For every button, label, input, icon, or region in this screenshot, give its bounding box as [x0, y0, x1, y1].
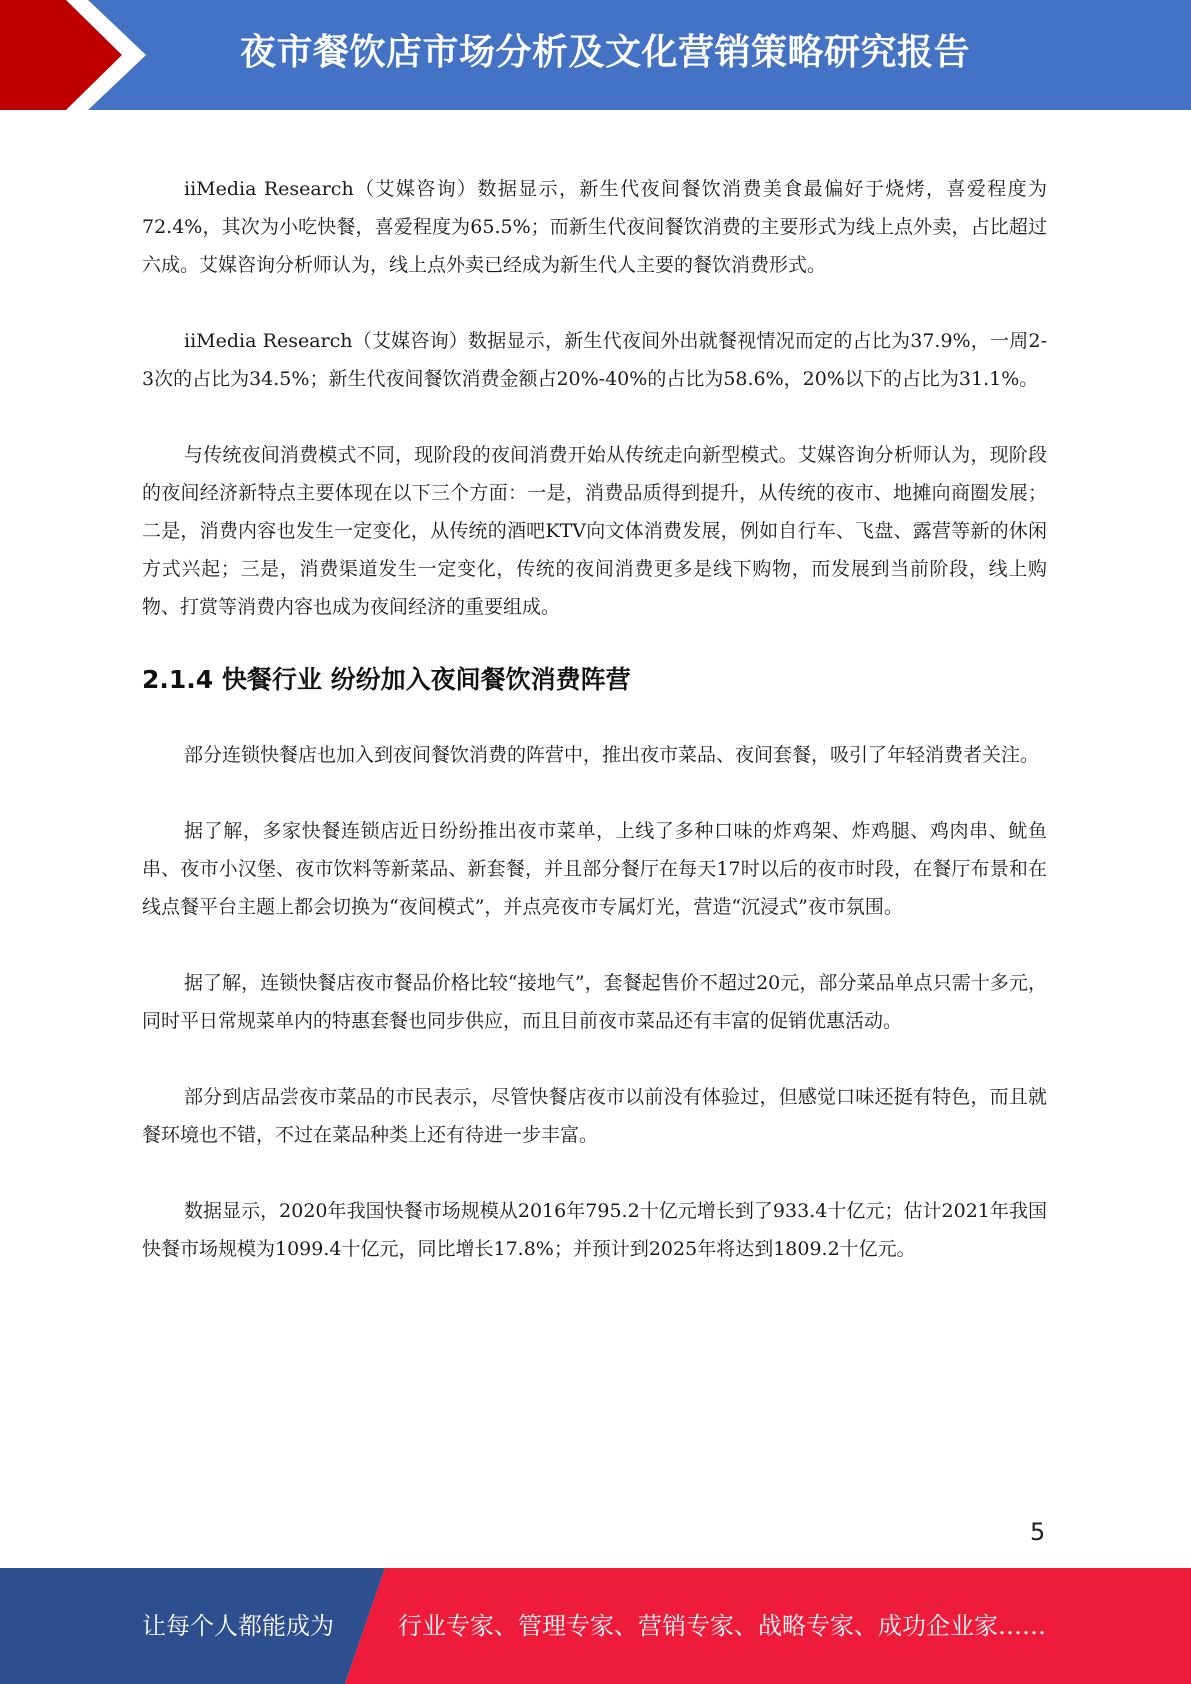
- header-chevron-decoration: [0, 0, 160, 110]
- body-paragraph: 部分到店品尝夜市菜品的市民表示，尽管快餐店夜市以前没有体验过，但感觉口味还挺有特色，而且就餐环境也不错，不过在菜品种类上还有待进一步丰富。: [142, 1086, 1047, 1146]
- body-paragraph: 据了解，连锁快餐店夜市餐品价格比较“接地气”，套餐起售价不超过20元，部分菜品单点只需十多元，同时平日常规菜单内的特惠套餐也同步供应，而且目前夜市菜品还有丰富的促销优惠活动。: [142, 972, 1047, 1032]
- body-paragraph: 与传统夜间消费模式不同，现阶段的夜间消费开始从传统走向新型模式。艾媒咨询分析师认为，现阶段的夜间经济新特点主要体现在以下三个方面：一是，消费品质得到提升，从传统的夜市、地摊向商圈发展；二是，消费内容也发生一定变化，从传统的酒吧KTV向文体消费发展，例如自行车、飞盘、露营等新的休闲方式兴起；三是，消费渠道发生一定变化，传统的夜间消费更多是线下购物，而发展到当前阶段，线上购物、打赏等消费内容也成为夜间经济的重要组成。: [142, 444, 1047, 618]
- page-footer: [0, 1568, 1191, 1684]
- body-paragraph: 数据显示，2020年我国快餐市场规模从2016年795.2十亿元增长到了933.4十亿元；估计2021年我国快餐市场规模为1099.4十亿元，同比增长17.8%；并预计到2025年将达到1809.2十亿元。: [142, 1200, 1047, 1260]
- footer-slogan-left: 让每个人都能成为: [142, 1612, 334, 1640]
- body-paragraph: 据了解，多家快餐连锁店近日纷纷推出夜市菜单，上线了多种口味的炸鸡架、炸鸡腿、鸡肉串、鱿鱼串、夜市小汉堡、夜市饮料等新菜品、新套餐，并且部分餐厅在每天17时以后的夜市时段，在餐厅布景和在线点餐平台主题上都会切换为“夜间模式”，并点亮夜市专属灯光，营造“沉浸式”夜市氛围。: [142, 820, 1047, 918]
- section-heading: 2.1.4 快餐行业 纷纷加入夜间餐饮消费阵营: [142, 665, 631, 694]
- document-title: 夜市餐饮店市场分析及文化营销策略研究报告: [240, 32, 971, 73]
- page-number: 5: [1030, 1518, 1046, 1546]
- footer-slogan-right: 行业专家、管理专家、营销专家、战略专家、成功企业家……: [398, 1612, 1046, 1640]
- body-paragraph: iiMedia Research（艾媒咨询）数据显示，新生代夜间外出就餐视情况而定的占比为37.9%，一周2-3次的占比为34.5%；新生代夜间餐饮消费金额占20%-40%的占比为58.6%，20%以下的占比为31.1%。: [142, 330, 1047, 390]
- page-header: [0, 0, 1191, 110]
- body-paragraph: iiMedia Research（艾媒咨询）数据显示，新生代夜间餐饮消费美食最偏好于烧烤，喜爱程度为72.4%，其次为小吃快餐，喜爱程度为65.5%；而新生代夜间餐饮消费的主要形式为线上点外卖，占比超过六成。艾媒咨询分析师认为，线上点外卖已经成为新生代人主要的餐饮消费形式。: [142, 178, 1047, 276]
- page-content: [142, 170, 1047, 1268]
- body-paragraph: 部分连锁快餐店也加入到夜间餐饮消费的阵营中，推出夜市菜品、夜间套餐，吸引了年轻消费者关注。: [184, 744, 1040, 766]
